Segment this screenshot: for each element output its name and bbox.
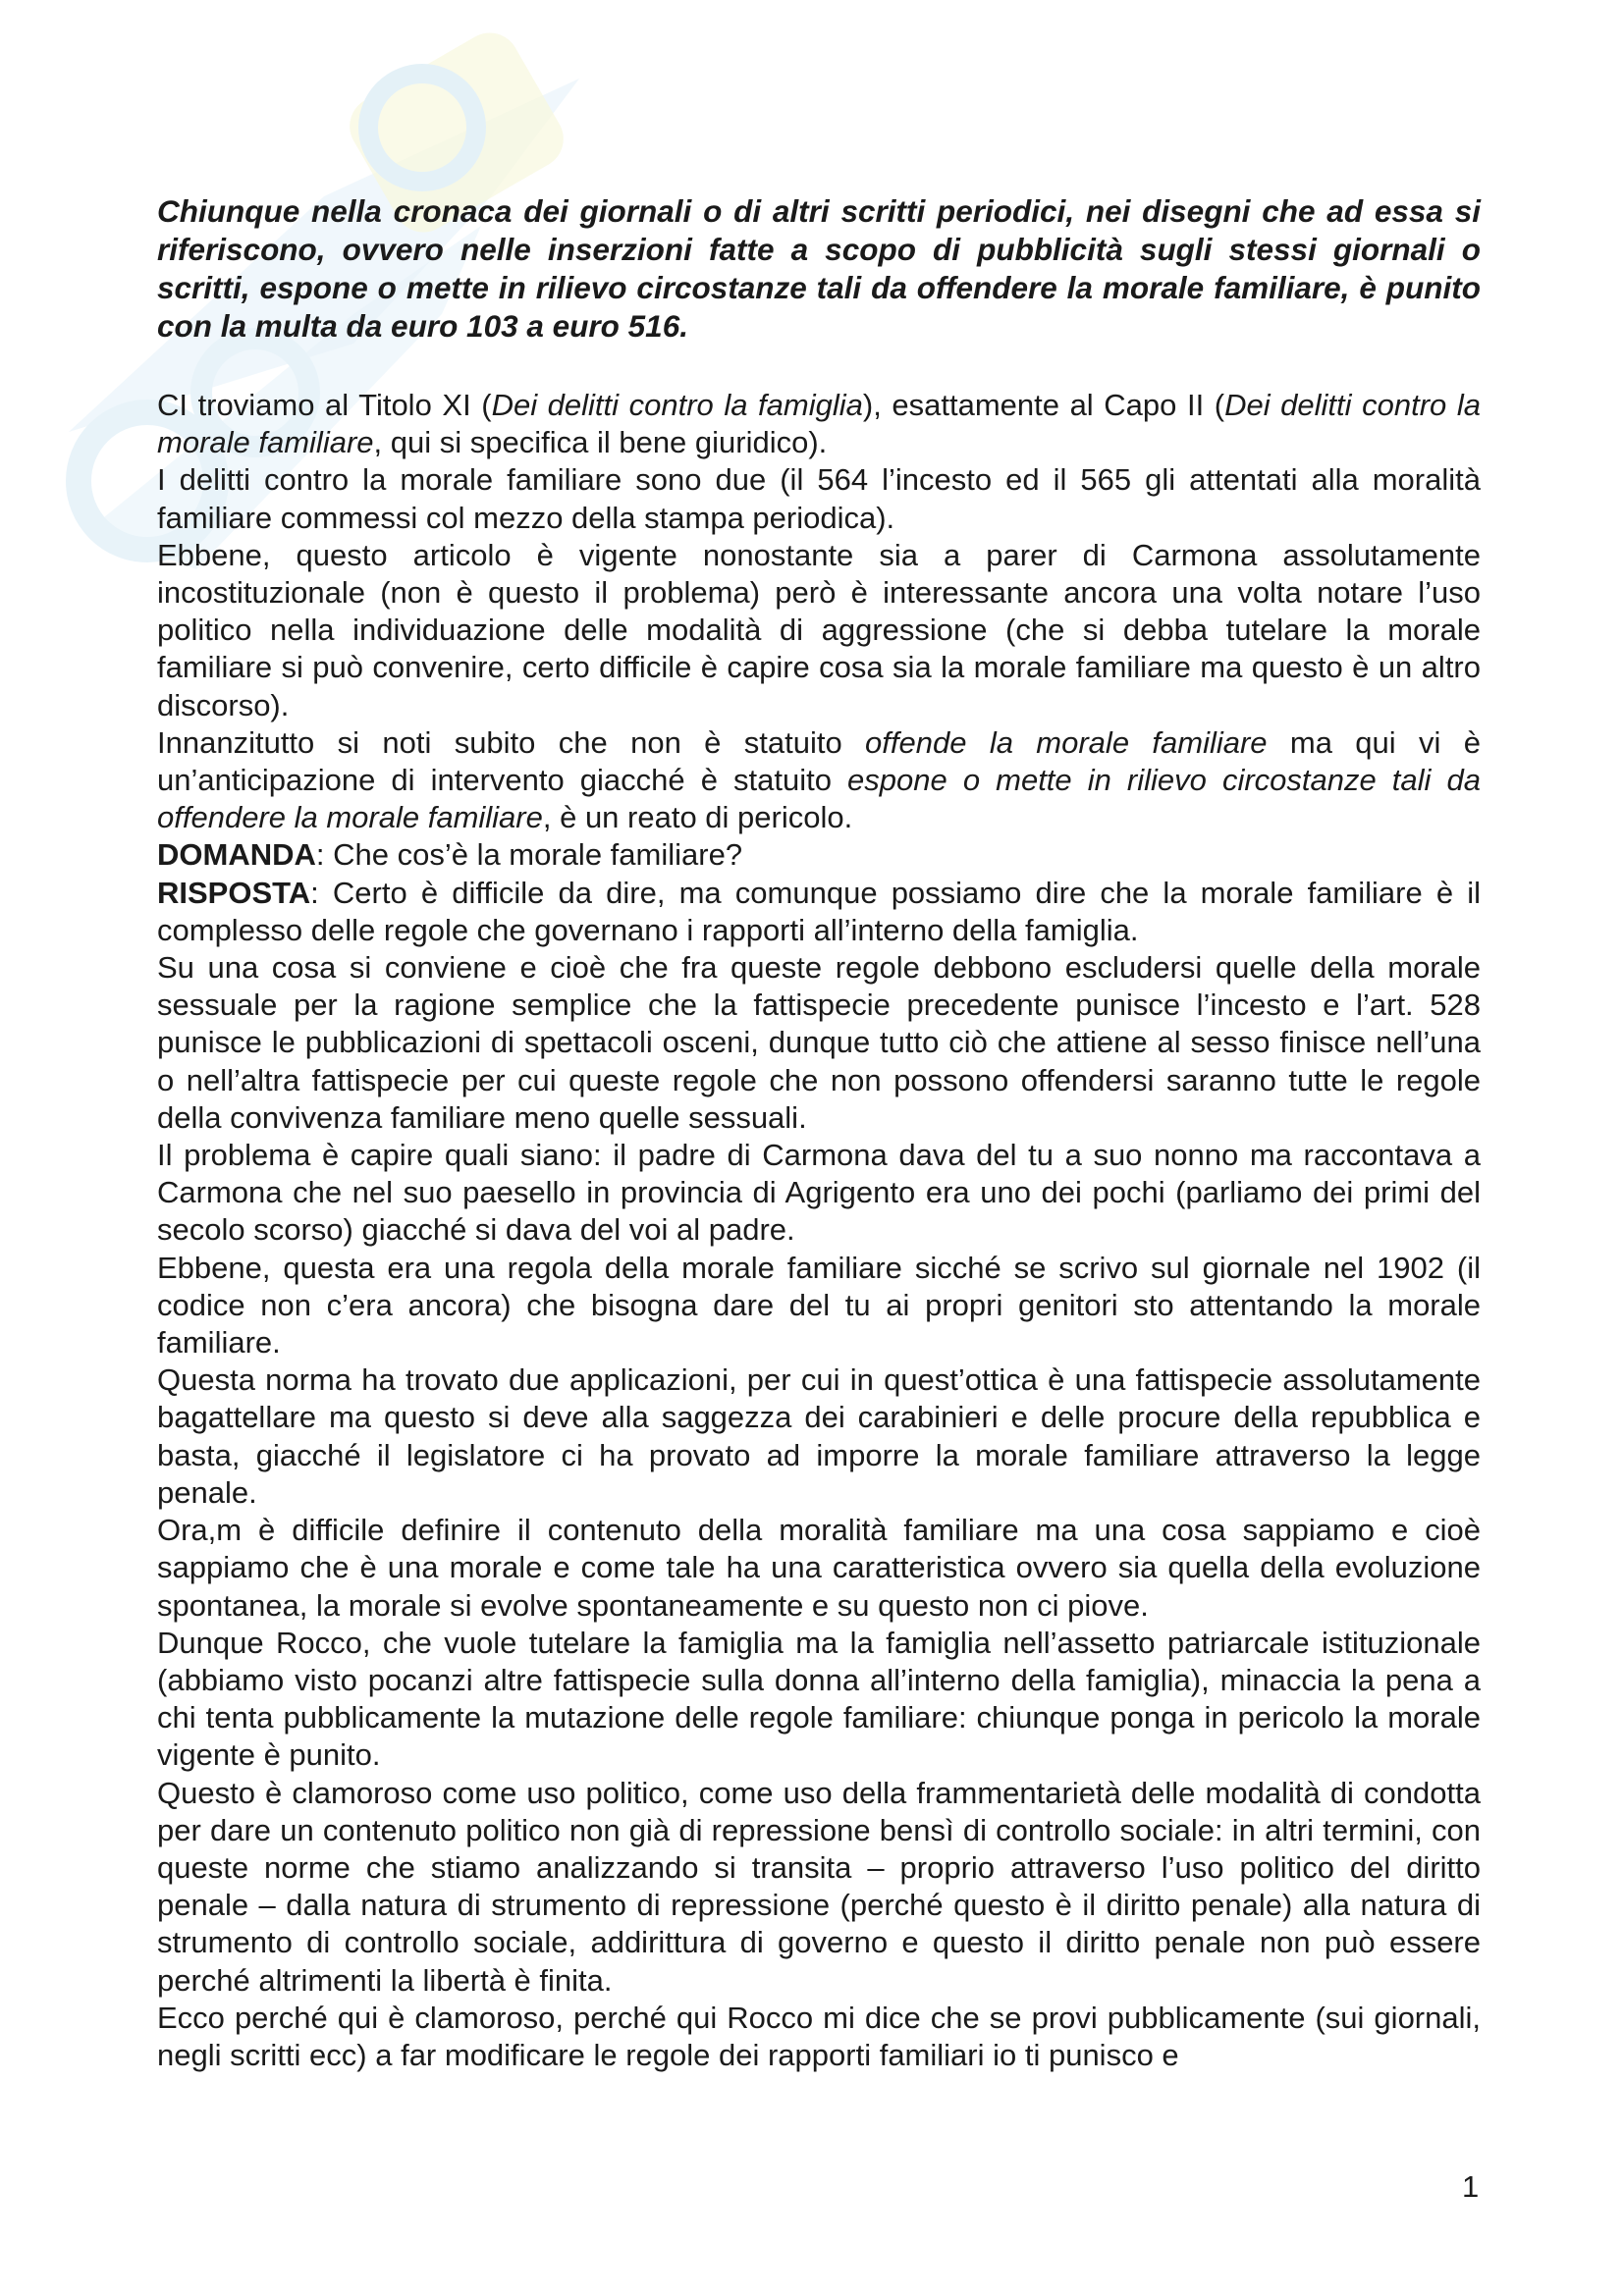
- text-run: , qui si specifica il bene giuridico).: [373, 425, 828, 460]
- paragraph: Questo è clamoroso come uso politico, come uso della frammentarietà delle modalità di condotta per dare un contenuto politico non già di repressione bensì di controllo sociale: in altri termini, con queste norme che stiamo analizzando si transita – proprio attraverso l’uso politico del diritto penale – dalla natura di strumento di repressione (perché questo è il diritto penale) alla natura di strumento di controllo sociale, addirittura di governo e questo il diritto penale non può essere perché altrimenti la libertà è finita.: [157, 1775, 1481, 1998]
- paragraph: Questa norma ha trovato due applicazioni, per cui in quest’ottica è una fattispecie assolutamente bagattellare ma questo si deve alla saggezza dei carabinieri e delle procure della repubblica e basta, giacché il legislatore ci ha provato ad imporre la morale familiare attraverso la legge penale.: [157, 1362, 1481, 1510]
- paragraph-danger-offense: [157, 724, 1481, 837]
- italic-run: offende la morale familiare: [865, 724, 1268, 760]
- document-page: [157, 192, 1481, 2074]
- text-run: ma qui vi è un’anticipazione di intervento giacché è statuito: [157, 724, 1481, 798]
- paragraph: Dunque Rocco, che vuole tutelare la famiglia ma la famiglia nell’assetto patriarcale istituzionale (abbiamo visto pocanzi altre fattispecie sulla donna all’interno della famiglia), minaccia la pena a chi tenta pubblicamente la mutazione delle regole familiare: chiunque ponga in pericolo la morale vigente è punito.: [157, 1625, 1481, 1773]
- question-text: : Che cos’è la morale familiare?: [315, 837, 743, 873]
- paragraph: Il problema è capire quali siano: il padre di Carmona dava del tu a suo nonno ma raccontava a Carmona che nel suo paesello in provincia di Agrigento era uno dei pochi (parliamo dei primi del secolo scorso) giacché si dava del voi al padre.: [157, 1138, 1481, 1248]
- paragraph: Su una cosa si conviene e cioè che fra queste regole debbono escludersi quelle della morale sessuale per la ragione semplice che la fattispecie precedente punisce l’incesto e l’art. 528 punisce le pubblicazioni di spettacoli osceni, dunque tutto ciò che attiene al sesso finisce nell’una o nell’altra fattispecie per cui queste regole che non possono offendersi saranno tutte le regole della convivenza familiare meno quelle sessuali.: [157, 950, 1481, 1135]
- text-run: ), esattamente al Capo II (: [862, 388, 1225, 422]
- question: [157, 836, 1481, 874]
- text-run: , è un reato di pericolo.: [542, 800, 853, 835]
- answer-label: RISPOSTA: [157, 875, 311, 910]
- law-article-text: Chiunque nella cronaca dei giornali o di altri scritti periodici, nei disegni che ad essa si riferiscono, ovvero nelle inserzioni fatte a scopo di pubblicità sugli stessi giornali o scritti, espone o mette in rilievo circostanze tali da offendere la morale familiare, è punito con la multa da euro 103 a euro 516.: [157, 193, 1481, 344]
- paragraph: I delitti contro la morale familiare sono due (il 564 l’incesto ed il 565 gli attentati alla moralità familiare commessi col mezzo della stampa periodica).: [157, 462, 1481, 535]
- italic-run: espone o mette in rilievo circostanze tali da offendere la morale familiare: [157, 763, 1481, 835]
- italic-run: Dei delitti contro la morale familiare: [157, 388, 1481, 460]
- paragraph: Ora,m è difficile definire il contenuto della moralità familiare ma una cosa sappiamo e cioè sappiamo che è una morale e come tale ha una caratteristica ovvero sia quella della evoluzione spontanea, la morale si evolve spontaneamente e su questo non ci piove.: [157, 1513, 1481, 1623]
- paragraph: Ebbene, questa era una regola della morale familiare sicché se scrivo sul giornale nel 1902 (il codice non c’era ancora) che bisogna dare del tu ai propri genitori sto attentando la morale familiare.: [157, 1250, 1481, 1361]
- italic-run: Dei delitti contro la famiglia: [491, 388, 863, 422]
- answer: [157, 875, 1481, 949]
- answer-text: : Certo è difficile da dire, ma comunque possiamo dire che la morale familiare è il complesso delle regole che governano i rapporti all’interno della famiglia.: [157, 875, 1481, 947]
- page-number: 1: [1462, 2169, 1480, 2204]
- paragraph-title-reference: [157, 387, 1481, 461]
- paragraph: Ecco perché qui è clamoroso, perché qui Rocco mi dice che se provi pubblicamente (sui giornali, negli scritti ecc) a far modificare le regole dei rapporti familiari io ti punisco e: [157, 2000, 1481, 2072]
- question-label: DOMANDA: [157, 837, 316, 873]
- text-run: CI troviamo al Titolo XI (: [157, 388, 492, 422]
- paragraph: Ebbene, questo articolo è vigente nonostante sia a parer di Carmona assolutamente incostituzionale (non è questo il problema) però è interessante ancora una volta notare l’uso politico nella individuazione delle modalità di aggressione (che si debba tutelare la morale familiare si può convenire, certo difficile è capire cosa sia la morale familiare ma questo è un altro discorso).: [157, 537, 1481, 722]
- text-run: Innanzitutto si noti subito che non è statuito: [157, 724, 866, 760]
